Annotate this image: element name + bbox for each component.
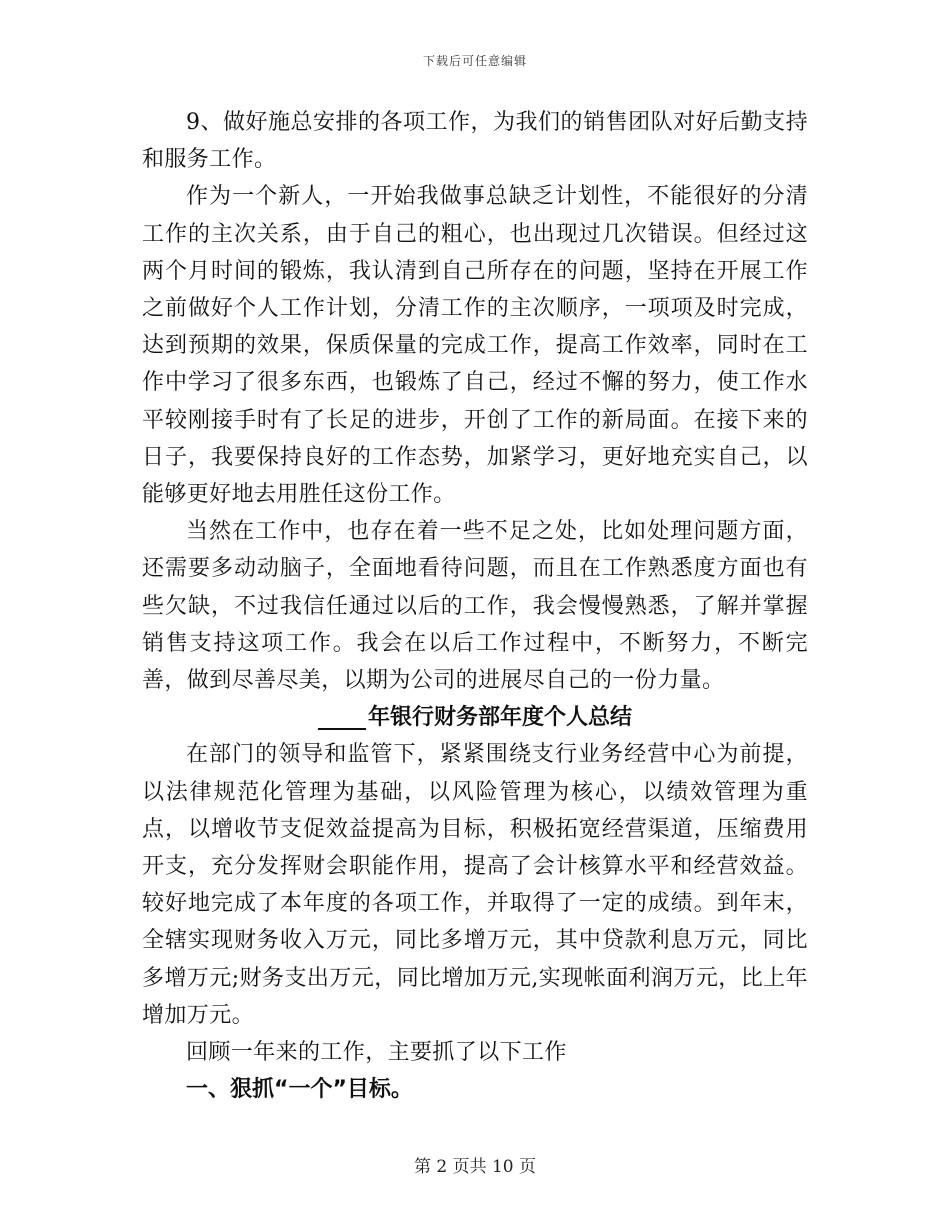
- document-body: [142, 104, 808, 1108]
- paragraph-shortcomings: 当然在工作中，也存在着一些不足之处，比如处理问题方面，还需要多动动脑子，全面地看待问题，而且在工作熟悉度方面也有些欠缺，不过我信任通过以后的工作，我会慢慢熟悉，了解并掌握销售支持这项工作。我会在以后工作过程中，不断努力，不断完善，做到尽善尽美，以期为公司的进展尽自己的一份力量。: [142, 519, 808, 694]
- section-title-text: 年银行财务部年度个人总结: [367, 705, 632, 731]
- paragraph-item-9: 9、做好施总安排的各项工作，为我们的销售团队对好后勤支持和服务工作。: [142, 110, 808, 173]
- paragraph-newcomer-reflection: 作为一个新人，一开始我做事总缺乏计划性，不能很好的分清工作的主次关系，由于自己的粗心，也出现过几次错误。但经过这两个月时间的锻炼，我认清到自己所存在的问题，坚持在开展工作之前做好个人工作计划，分清工作的主次顺序，一项项及时完成，达到预期的效果，保质保量的完成工作，提高工作效率，同时在工作中学习了很多东西，也锻炼了自己，经过不懈的努力，使工作水平较刚接手时有了长足的进步，开创了工作的新局面。在接下来的日子，我要保持良好的工作态势，加紧学习，更好地充实自己，以能够更好地去用胜任这份工作。: [142, 184, 808, 508]
- year-blank-underline: [318, 706, 366, 730]
- page-header: 下载后可任意编辑: [422, 54, 527, 68]
- paragraph-annual-summary: 在部门的领导和监管下，紧紧围绕支行业务经营中心为前提，以法律规范化管理为基础，以风险管理为核心，以绩效管理为重点，以增收节支促效益提高为目标，积极拓宽经营渠道，压缩费用开支，充分发挥财会职能作用，提高了会计核算水平和经营效益。较好地完成了本年度的各项工作，并取得了一定的成绩。到年末，全辖实现财务收入万元，同比多增万元，其中贷款利息万元，同比多增万元;财务支出万元，同比增加万元,实现帐面利润万元，比上年增加万元。: [142, 742, 808, 1028]
- paragraph-review-intro: 回顾一年来的工作，主要抓了以下工作: [186, 1040, 567, 1066]
- section-title: [142, 699, 808, 736]
- page-footer: 第 2 页共 10 页: [413, 1157, 537, 1177]
- heading-one-goal: 一、狠抓“一个”目标。: [186, 1077, 413, 1103]
